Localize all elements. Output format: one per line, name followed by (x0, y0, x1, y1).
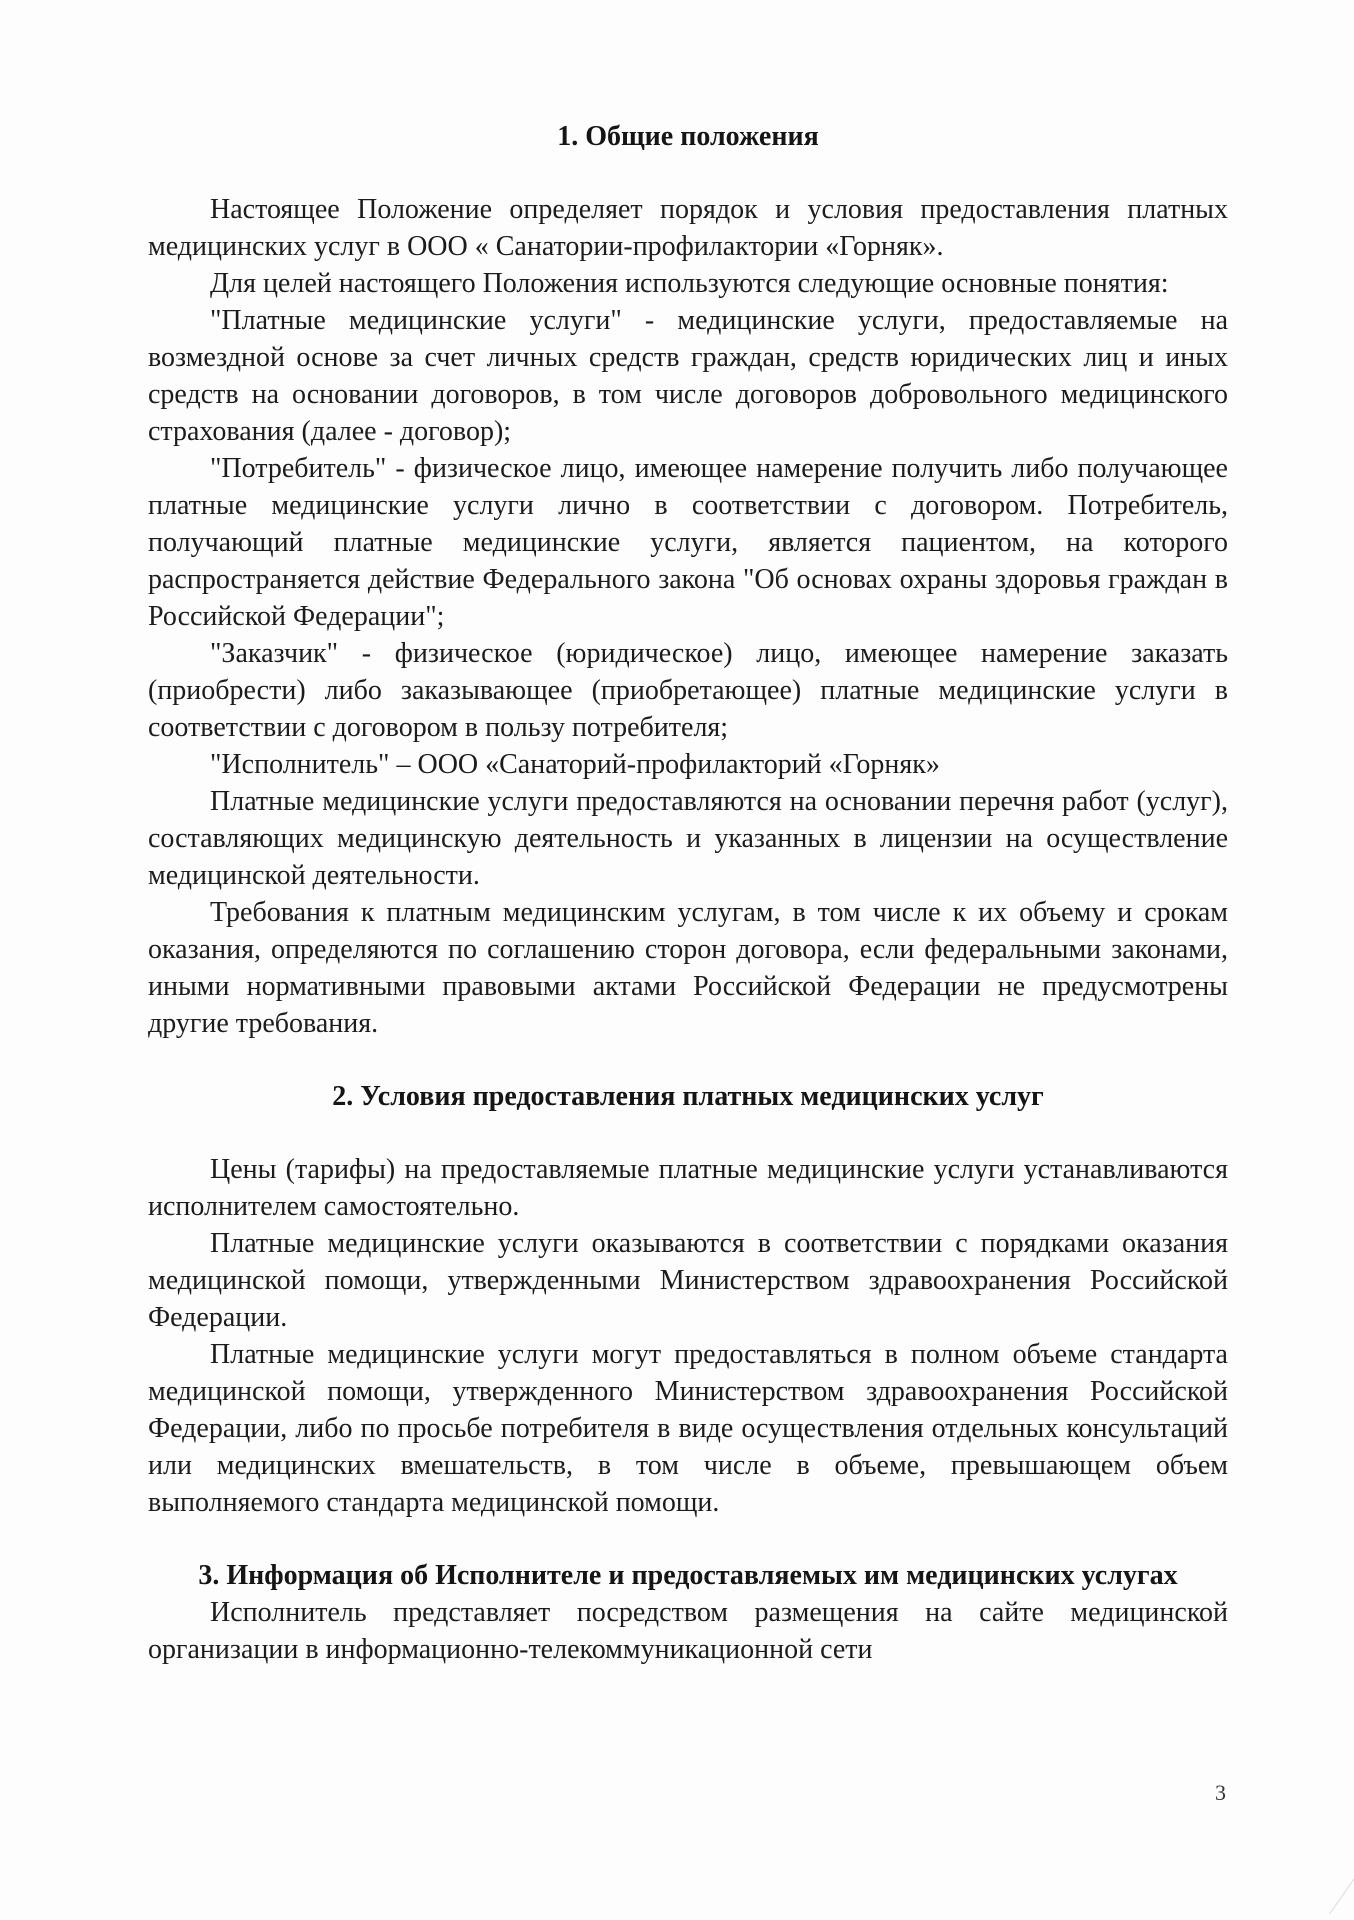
document-body (148, 118, 1228, 1668)
page-number: 3 (1215, 1780, 1226, 1805)
section-2-paragraph: Платные медицинские услуги оказываются в соответствии с порядками оказания медицинской помощи, утвержденными Министерством здравоохранения Российской Федерации. (148, 1228, 1228, 1333)
section-3-heading: 3. Информация об Исполнителе и предоставляемых им медицинских услугах (198, 1560, 1178, 1591)
section-1-heading: 1. Общие положения (557, 121, 819, 152)
section-3-paragraph: Исполнитель представляет посредством размещения на сайте медицинской организации в информационно-телекоммуникационной сети (148, 1597, 1228, 1665)
section-2-paragraph: Цены (тарифы) на предоставляемые платные медицинские услуги устанавливаются исполнителем самостоятельно. (148, 1154, 1228, 1222)
section-2-heading: 2. Условия предоставления платных медицинских услуг (332, 1081, 1044, 1112)
section-1-paragraph: "Потребитель" - физическое лицо, имеющее намерение получить либо получающее платные медицинские услуги лично в соответствии с договором. Потребитель, получающий платные медицинские услуги, является пациентом, на которого распространяется действие Федерального закона "Об основах охраны здоровья граждан в Российской Федерации"; (148, 453, 1228, 632)
section-1-paragraph: Настоящее Положение определяет порядок и условия предоставления платных медицинских услуг в ООО « Санатории-профилактории «Горняк». (148, 194, 1228, 262)
section-1-paragraph: "Исполнитель" – ООО «Санаторий-профилакторий «Горняк» (210, 749, 940, 780)
section-1-paragraph: "Заказчик" - физическое (юридическое) лицо, имеющее намерение заказать (приобрести) либо заказывающее (приобретающее) платные медицинские услуги в соответствии с договором в пользу потребителя; (148, 638, 1228, 743)
section-1-paragraph: Требования к платным медицинским услугам, в том числе к их объему и срокам оказания, определяются по соглашению сторон договора, если федеральными законами, иными нормативными правовыми актами Российской Федерации не предусмотрены другие требования. (148, 897, 1228, 1039)
section-1-paragraph: Для целей настоящего Положения используются следующие основные понятия: (210, 268, 1169, 299)
section-2-paragraph: Платные медицинские услуги могут предоставляться в полном объеме стандарта медицинской помощи, утвержденного Министерством здравоохранения Российской Федерации, либо по просьбе потребителя в виде осуществления отдельных консультаций или медицинских вмешательств, в том числе в объеме, превышающем объем выполняемого стандарта медицинской помощи. (148, 1339, 1228, 1518)
section-1-paragraph: "Платные медицинские услуги" - медицинские услуги, предоставляемые на возмездной основе за счет личных средств граждан, средств юридических лиц и иных средств на основании договоров, в том числе договоров добровольного медицинского страхования (далее - договор); (148, 305, 1228, 447)
scan-artifact (1299, 1874, 1354, 1914)
section-1-paragraph: Платные медицинские услуги предоставляются на основании перечня работ (услуг), составляющих медицинскую деятельность и указанных в лицензии на осуществление медицинской деятельности. (148, 786, 1228, 891)
